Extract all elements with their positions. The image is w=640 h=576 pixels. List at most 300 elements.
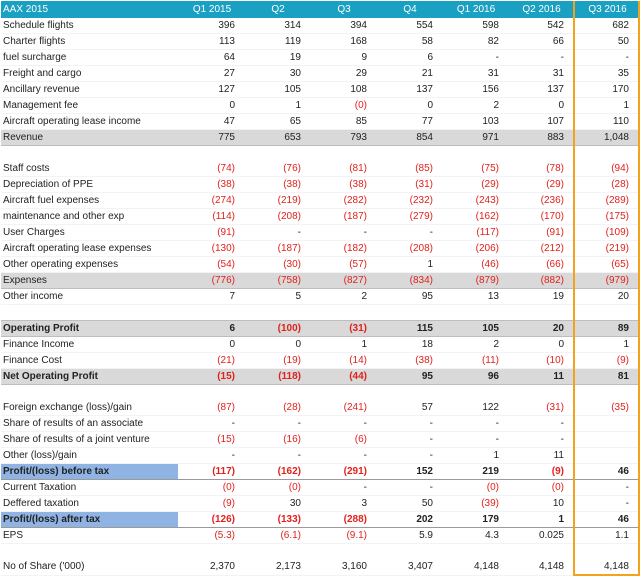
- table-cell: (81): [310, 161, 376, 177]
- table-row: [1, 209, 639, 225]
- table-cell: (187): [244, 241, 310, 257]
- table-cell: 29: [310, 66, 376, 82]
- table-cell: (5.3): [178, 528, 244, 544]
- table-cell: [310, 385, 376, 401]
- row-label: Finance Income: [1, 337, 178, 353]
- table-row: [1, 130, 639, 146]
- row-label: [1, 305, 178, 321]
- table-cell: (100): [244, 321, 310, 337]
- row-label: User Charges: [1, 225, 178, 241]
- table-cell: (182): [310, 241, 376, 257]
- row-label: Aircraft operating lease expenses: [1, 241, 178, 257]
- row-label: Management fee: [1, 98, 178, 114]
- table-cell: [178, 385, 244, 401]
- table-cell: 793: [310, 130, 376, 146]
- table-cell: 6: [376, 50, 442, 66]
- table-cell: (834): [376, 273, 442, 289]
- table-cell: 95: [376, 369, 442, 385]
- column-header: Q1 2015: [178, 1, 244, 18]
- table-cell: (758): [244, 273, 310, 289]
- table-cell: (109): [574, 225, 639, 241]
- table-cell: [244, 385, 310, 401]
- table-row: [1, 18, 639, 34]
- table-cell: [442, 305, 508, 321]
- table-cell: 19: [508, 289, 574, 305]
- table-cell: (31): [376, 177, 442, 193]
- table-cell: (6): [310, 432, 376, 448]
- table-cell: (16): [244, 432, 310, 448]
- table-row: [1, 480, 639, 496]
- table-cell: (29): [442, 177, 508, 193]
- table-cell: (38): [310, 177, 376, 193]
- table-cell: 2,173: [244, 559, 310, 575]
- table-cell: [178, 305, 244, 321]
- table-cell: (91): [178, 225, 244, 241]
- column-header-highlighted: Q3 2016: [574, 1, 639, 18]
- table-cell: 105: [244, 82, 310, 98]
- row-label: maintenance and other exp: [1, 209, 178, 225]
- table-cell: 35: [574, 66, 639, 82]
- table-cell: (0): [508, 480, 574, 496]
- table-cell: (232): [376, 193, 442, 209]
- table-cell: 58: [376, 34, 442, 50]
- table-cell: (208): [244, 209, 310, 225]
- row-label: [1, 146, 178, 162]
- table-cell: 653: [244, 130, 310, 146]
- table-cell: 82: [442, 34, 508, 50]
- table-cell: -: [574, 480, 639, 496]
- table-cell: [178, 544, 244, 560]
- table-row: [1, 161, 639, 177]
- table-cell: (0): [244, 480, 310, 496]
- table-cell: 137: [508, 82, 574, 98]
- table-cell: 554: [376, 18, 442, 34]
- table-row: [1, 464, 639, 480]
- table-cell: 4,148: [442, 559, 508, 575]
- table-cell: (243): [442, 193, 508, 209]
- table-cell: 219: [442, 464, 508, 480]
- table-cell: 5.9: [376, 528, 442, 544]
- table-row: [1, 82, 639, 98]
- table-cell: -: [178, 448, 244, 464]
- table-cell: 107: [508, 114, 574, 130]
- table-cell: 598: [442, 18, 508, 34]
- table-cell: (19): [244, 353, 310, 369]
- table-cell: 96: [442, 369, 508, 385]
- table-cell: [178, 146, 244, 162]
- table-cell: 3,160: [310, 559, 376, 575]
- table-cell: (219): [244, 193, 310, 209]
- table-cell: (54): [178, 257, 244, 273]
- table-cell: (6.1): [244, 528, 310, 544]
- table-row: [1, 512, 639, 528]
- financial-table: [1, 1, 640, 576]
- table-row: [1, 225, 639, 241]
- table-cell: 89: [574, 321, 639, 337]
- table-cell: [574, 385, 639, 401]
- table-cell: [376, 146, 442, 162]
- table-cell: (28): [244, 400, 310, 416]
- table-cell: -: [574, 50, 639, 66]
- table-cell: (130): [178, 241, 244, 257]
- table-cell: 2: [442, 337, 508, 353]
- table-cell: (94): [574, 161, 639, 177]
- table-cell: 202: [376, 512, 442, 528]
- table-cell: 0.025: [508, 528, 574, 544]
- table-cell: 1,048: [574, 130, 639, 146]
- table-cell: [508, 305, 574, 321]
- table-cell: [508, 544, 574, 560]
- table-row: [1, 66, 639, 82]
- table-cell: 542: [508, 18, 574, 34]
- table-cell: 122: [442, 400, 508, 416]
- table-cell: (9): [574, 353, 639, 369]
- table-cell: 5: [244, 289, 310, 305]
- table-row: [1, 146, 639, 162]
- table-cell: 66: [508, 34, 574, 50]
- table-cell: 27: [178, 66, 244, 82]
- table-cell: (44): [310, 369, 376, 385]
- table-cell: (15): [178, 432, 244, 448]
- table-cell: -: [310, 416, 376, 432]
- table-cell: 4,148: [574, 559, 639, 575]
- table-cell: (133): [244, 512, 310, 528]
- table-cell: 57: [376, 400, 442, 416]
- table-cell: (219): [574, 241, 639, 257]
- table-cell: [376, 385, 442, 401]
- table-cell: 0: [244, 337, 310, 353]
- table-row: [1, 305, 639, 321]
- table-cell: 115: [376, 321, 442, 337]
- row-label: Other operating expenses: [1, 257, 178, 273]
- table-cell: (65): [574, 257, 639, 273]
- table-cell: 46: [574, 512, 639, 528]
- table-cell: (162): [442, 209, 508, 225]
- row-label: [1, 544, 178, 560]
- table-cell: (114): [178, 209, 244, 225]
- table-cell: 1: [574, 337, 639, 353]
- table-cell: (0): [178, 480, 244, 496]
- row-label: Ancillary revenue: [1, 82, 178, 98]
- table-cell: -: [574, 496, 639, 512]
- table-cell: [442, 544, 508, 560]
- table-cell: 3,407: [376, 559, 442, 575]
- table-cell: 13: [442, 289, 508, 305]
- table-cell: 0: [508, 337, 574, 353]
- table-cell: (14): [310, 353, 376, 369]
- table-cell: [244, 544, 310, 560]
- table-cell: 156: [442, 82, 508, 98]
- table-cell: 9: [310, 50, 376, 66]
- row-label: Finance Cost: [1, 353, 178, 369]
- table-cell: -: [508, 50, 574, 66]
- table-cell: 682: [574, 18, 639, 34]
- table-cell: 110: [574, 114, 639, 130]
- table-cell: 394: [310, 18, 376, 34]
- table-cell: [376, 544, 442, 560]
- table-cell: 168: [310, 34, 376, 50]
- column-header: Q3: [310, 1, 376, 18]
- table-cell: 31: [508, 66, 574, 82]
- row-label: Depreciation of PPE: [1, 177, 178, 193]
- table-cell: (31): [508, 400, 574, 416]
- table-cell: (162): [244, 464, 310, 480]
- table-cell: 2: [442, 98, 508, 114]
- row-label: Net Operating Profit: [1, 369, 178, 385]
- table-cell: (289): [574, 193, 639, 209]
- table-cell: [574, 416, 639, 432]
- table-cell: (187): [310, 209, 376, 225]
- table-cell: 19: [244, 50, 310, 66]
- row-label: Current Taxation: [1, 480, 178, 496]
- table-cell: 127: [178, 82, 244, 98]
- table-cell: 4,148: [508, 559, 574, 575]
- table-cell: (78): [508, 161, 574, 177]
- table-cell: (38): [178, 177, 244, 193]
- table-cell: 4.3: [442, 528, 508, 544]
- table-cell: 30: [244, 66, 310, 82]
- table-cell: (15): [178, 369, 244, 385]
- table-cell: (291): [310, 464, 376, 480]
- table-cell: (117): [442, 225, 508, 241]
- row-label: Aircraft fuel expenses: [1, 193, 178, 209]
- table-cell: 50: [574, 34, 639, 50]
- row-label: EPS: [1, 528, 178, 544]
- table-cell: 0: [508, 98, 574, 114]
- table-cell: 113: [178, 34, 244, 50]
- table-row: [1, 50, 639, 66]
- table-cell: [310, 544, 376, 560]
- table-cell: 11: [508, 448, 574, 464]
- table-cell: [244, 146, 310, 162]
- table-row: [1, 432, 639, 448]
- table-cell: 7: [178, 289, 244, 305]
- table-cell: (9): [178, 496, 244, 512]
- table-row: [1, 353, 639, 369]
- table-cell: 1: [310, 337, 376, 353]
- table-cell: [244, 305, 310, 321]
- table-cell: 64: [178, 50, 244, 66]
- table-cell: -: [508, 416, 574, 432]
- table-cell: (10): [508, 353, 574, 369]
- table-cell: (85): [376, 161, 442, 177]
- table-cell: 6: [178, 321, 244, 337]
- table-cell: 971: [442, 130, 508, 146]
- table-cell: 46: [574, 464, 639, 480]
- table-cell: -: [376, 432, 442, 448]
- row-label: Staff costs: [1, 161, 178, 177]
- table-row: [1, 177, 639, 193]
- table-cell: -: [376, 480, 442, 496]
- row-label: Revenue: [1, 130, 178, 146]
- table-cell: (39): [442, 496, 508, 512]
- column-header: Q2: [244, 1, 310, 18]
- table-cell: (29): [508, 177, 574, 193]
- table-cell: 30: [244, 496, 310, 512]
- row-label: Schedule flights: [1, 18, 178, 34]
- table-cell: (170): [508, 209, 574, 225]
- table-row: [1, 241, 639, 257]
- table-row: [1, 528, 639, 544]
- table-cell: 21: [376, 66, 442, 82]
- table-cell: 170: [574, 82, 639, 98]
- table-cell: 31: [442, 66, 508, 82]
- table-cell: [310, 305, 376, 321]
- table-cell: (91): [508, 225, 574, 241]
- table-cell: (74): [178, 161, 244, 177]
- table-cell: 2,370: [178, 559, 244, 575]
- table-row: [1, 369, 639, 385]
- table-cell: -: [442, 416, 508, 432]
- column-header: Q2 2016: [508, 1, 574, 18]
- table-cell: [574, 544, 639, 560]
- table-cell: 65: [244, 114, 310, 130]
- table-cell: 1: [376, 257, 442, 273]
- table-cell: (827): [310, 273, 376, 289]
- table-cell: (118): [244, 369, 310, 385]
- table-cell: 1: [442, 448, 508, 464]
- table-cell: [574, 146, 639, 162]
- table-cell: (38): [244, 177, 310, 193]
- table-cell: (776): [178, 273, 244, 289]
- table-cell: [442, 385, 508, 401]
- column-header: Q1 2016: [442, 1, 508, 18]
- table-cell: -: [310, 448, 376, 464]
- table-cell: (879): [442, 273, 508, 289]
- table-row: [1, 416, 639, 432]
- table-cell: 20: [574, 289, 639, 305]
- table-row: [1, 559, 639, 575]
- table-cell: [574, 448, 639, 464]
- table-title: AAX 2015: [1, 1, 178, 18]
- table-cell: [508, 146, 574, 162]
- table-cell: 85: [310, 114, 376, 130]
- table-cell: 119: [244, 34, 310, 50]
- table-cell: (9): [508, 464, 574, 480]
- table-row: [1, 193, 639, 209]
- table-cell: (241): [310, 400, 376, 416]
- row-label: Charter flights: [1, 34, 178, 50]
- table-cell: (57): [310, 257, 376, 273]
- table-cell: (21): [178, 353, 244, 369]
- table-cell: (0): [442, 480, 508, 496]
- row-label: No of Share ('000): [1, 559, 178, 575]
- table-cell: 1: [508, 512, 574, 528]
- table-cell: -: [376, 225, 442, 241]
- table-row: [1, 34, 639, 50]
- table-cell: 95: [376, 289, 442, 305]
- table-cell: -: [442, 432, 508, 448]
- table-cell: 0: [376, 98, 442, 114]
- table-cell: [310, 146, 376, 162]
- table-body: [1, 18, 639, 575]
- row-label: Profit/(loss) before tax: [1, 464, 178, 480]
- row-label: Deffered taxation: [1, 496, 178, 512]
- table-cell: (35): [574, 400, 639, 416]
- row-label: Other (loss)/gain: [1, 448, 178, 464]
- table-row: [1, 289, 639, 305]
- header-row: [1, 1, 639, 18]
- table-cell: -: [244, 448, 310, 464]
- table-cell: 105: [442, 321, 508, 337]
- table-row: [1, 273, 639, 289]
- table-cell: (979): [574, 273, 639, 289]
- table-cell: (0): [310, 98, 376, 114]
- table-cell: [442, 146, 508, 162]
- row-label: fuel surcharge: [1, 50, 178, 66]
- table-cell: 81: [574, 369, 639, 385]
- row-label: Operating Profit: [1, 321, 178, 337]
- table-row: [1, 448, 639, 464]
- table-row: [1, 400, 639, 416]
- table-cell: (126): [178, 512, 244, 528]
- row-label: Expenses: [1, 273, 178, 289]
- table-cell: 0: [178, 98, 244, 114]
- table-cell: (66): [508, 257, 574, 273]
- table-cell: [574, 432, 639, 448]
- table-cell: 2: [310, 289, 376, 305]
- table-row: [1, 496, 639, 512]
- table-cell: -: [178, 416, 244, 432]
- column-header: Q4: [376, 1, 442, 18]
- table-cell: 1.1: [574, 528, 639, 544]
- table-cell: (30): [244, 257, 310, 273]
- table-cell: (208): [376, 241, 442, 257]
- table-cell: (38): [376, 353, 442, 369]
- table-row: [1, 98, 639, 114]
- table-cell: (282): [310, 193, 376, 209]
- table-cell: (212): [508, 241, 574, 257]
- table-cell: 108: [310, 82, 376, 98]
- table-cell: 179: [442, 512, 508, 528]
- table-cell: 10: [508, 496, 574, 512]
- table-cell: [508, 385, 574, 401]
- table-cell: -: [244, 416, 310, 432]
- row-label: Aircraft operating lease income: [1, 114, 178, 130]
- table-row: [1, 257, 639, 273]
- table-cell: (28): [574, 177, 639, 193]
- table-cell: 11: [508, 369, 574, 385]
- table-cell: 314: [244, 18, 310, 34]
- table-cell: (279): [376, 209, 442, 225]
- table-cell: (75): [442, 161, 508, 177]
- table-cell: 103: [442, 114, 508, 130]
- table-cell: [574, 305, 639, 321]
- table-cell: 854: [376, 130, 442, 146]
- table-cell: (9.1): [310, 528, 376, 544]
- table-row: [1, 544, 639, 560]
- table-cell: (206): [442, 241, 508, 257]
- table-cell: (236): [508, 193, 574, 209]
- table-cell: (87): [178, 400, 244, 416]
- table-cell: 152: [376, 464, 442, 480]
- row-label: Other income: [1, 289, 178, 305]
- table-row: [1, 337, 639, 353]
- table-cell: 1: [574, 98, 639, 114]
- row-label: Profit/(loss) after tax: [1, 512, 178, 528]
- table-cell: -: [310, 225, 376, 241]
- table-cell: -: [376, 416, 442, 432]
- table-cell: 396: [178, 18, 244, 34]
- table-cell: -: [442, 50, 508, 66]
- table-row: [1, 385, 639, 401]
- table-row: [1, 321, 639, 337]
- row-label: Foreign exchange (loss)/gain: [1, 400, 178, 416]
- table-cell: 3: [310, 496, 376, 512]
- table-row: [1, 114, 639, 130]
- table-cell: -: [310, 480, 376, 496]
- table-cell: -: [376, 448, 442, 464]
